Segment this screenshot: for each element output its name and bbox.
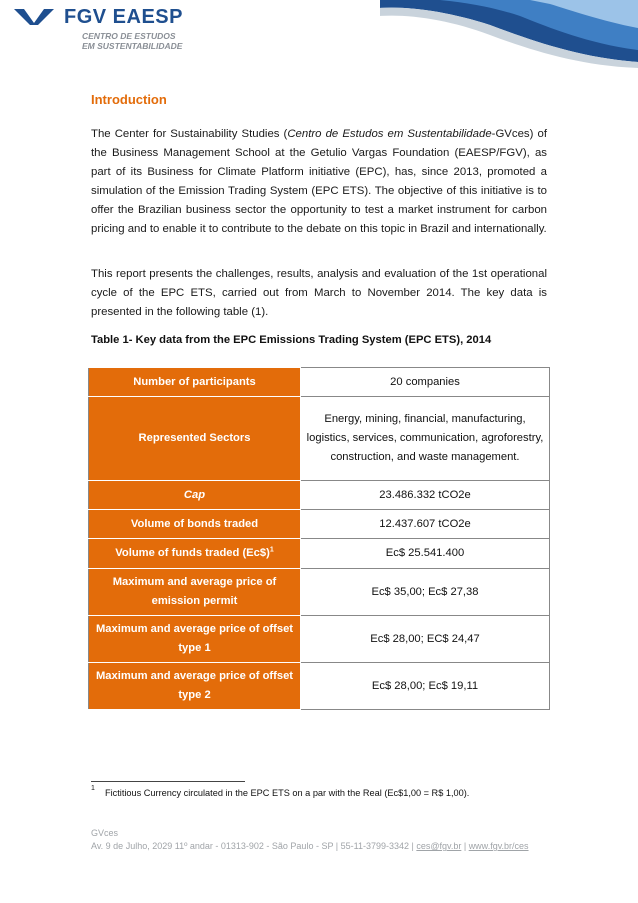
table-row bbox=[89, 510, 550, 539]
table-label-cell: Number of participants bbox=[89, 368, 301, 397]
logo-subtitle bbox=[82, 31, 182, 51]
key-data-table bbox=[88, 367, 550, 710]
table-caption: Table 1- Key data from the EPC Emissions Trading System (EPC ETS), 2014 bbox=[91, 334, 492, 346]
table-value-cell: Ec$ 25.541.400 bbox=[301, 539, 550, 569]
table-value-cell: Ec$ 35,00; Ec$ 27,38 bbox=[301, 569, 550, 616]
footnote-text: Fictitious Currency circulated in the EPC ETS on a par with the Real (Ec$1,00 = R$ 1,00). bbox=[105, 788, 470, 798]
table-value-cell: Ec$ 28,00; EC$ 24,47 bbox=[301, 616, 550, 663]
table-label-cell: Represented Sectors bbox=[89, 397, 301, 481]
logo-subtitle-line1: CENTRO DE ESTUDOS bbox=[82, 31, 176, 41]
footer-separator: | bbox=[461, 841, 469, 851]
table-row bbox=[89, 539, 550, 569]
table-label-cell bbox=[89, 539, 301, 569]
intro-text-italic: Centro de Estudos em Sustentabilidade bbox=[287, 128, 492, 140]
footnote-ref: 1 bbox=[269, 546, 274, 554]
table-row bbox=[89, 569, 550, 616]
table-value-cell: 20 companies bbox=[301, 368, 550, 397]
table-row bbox=[89, 397, 550, 481]
table-row bbox=[89, 368, 550, 397]
intro-text-start: The Center for Sustainability Studies ( bbox=[91, 128, 288, 140]
fgv-logo-mark-icon bbox=[14, 9, 54, 25]
table-value-cell: 12.437.607 tCO2e bbox=[301, 510, 550, 539]
table-label-text: Volume of funds traded (Ec$) bbox=[115, 547, 270, 559]
footer-website-link[interactable]: www.fgv.br/ces bbox=[468, 841, 529, 851]
header-wave-graphic bbox=[380, 0, 638, 68]
footer-email-link[interactable]: ces@fgv.br bbox=[416, 841, 462, 851]
table-value-cell: Ec$ 28,00; Ec$ 19,11 bbox=[301, 663, 550, 710]
table-row bbox=[89, 663, 550, 710]
footer-address: Av. 9 de Julho, 2029 11º andar - 01313-902 - São Paulo - SP | 55-11-3799-3342 | bbox=[91, 841, 417, 851]
footer-contact bbox=[91, 841, 529, 851]
section-heading: Introduction bbox=[91, 92, 167, 107]
table-label-cell: Maximum and average price of offset type 2 bbox=[89, 663, 301, 710]
intro-paragraph bbox=[91, 125, 547, 239]
table-label-cell: Volume of bonds traded bbox=[89, 510, 301, 539]
footer-org: GVces bbox=[91, 828, 119, 838]
report-paragraph: This report presents the challenges, results, analysis and evaluation of the 1st operational cycle of the EPC ETS, carried out from March to November 2014. The key data is presented in the following table (1). bbox=[91, 268, 547, 318]
logo-subtitle-line2: EM SUSTENTABILIDADE bbox=[82, 41, 183, 51]
table-row bbox=[89, 481, 550, 510]
table-value-cell: 23.486.332 tCO2e bbox=[301, 481, 550, 510]
table-label-cell: Cap bbox=[89, 481, 301, 510]
table-label-cell: Maximum and average price of emission permit bbox=[89, 569, 301, 616]
table-label-cell: Maximum and average price of offset type 1 bbox=[89, 616, 301, 663]
intro-text-rest: -GVces) of the Business Management School at the Getulio Vargas Foundation (EAESP/FGV), as part of its Business for Climate Platform initiative (EPC), has, since 2013, promoted a simulation of the Emission Trading System (EPC ETS). The objective of this initiative is to offer the Brazilian business sector the opportunity to test a market instrument for carbon pricing and to enable it to contribute to the debate on this topic in Brazil and internationally. bbox=[91, 128, 547, 235]
footnote-number: 1 bbox=[91, 785, 95, 792]
logo-wordmark: FGV EAESP bbox=[64, 6, 183, 28]
footnote-divider bbox=[91, 781, 245, 782]
table-row bbox=[89, 616, 550, 663]
table-value-cell: Energy, mining, financial, manufacturing, logistics, services, communication, agroforestry, construction, and waste management. bbox=[301, 397, 550, 481]
